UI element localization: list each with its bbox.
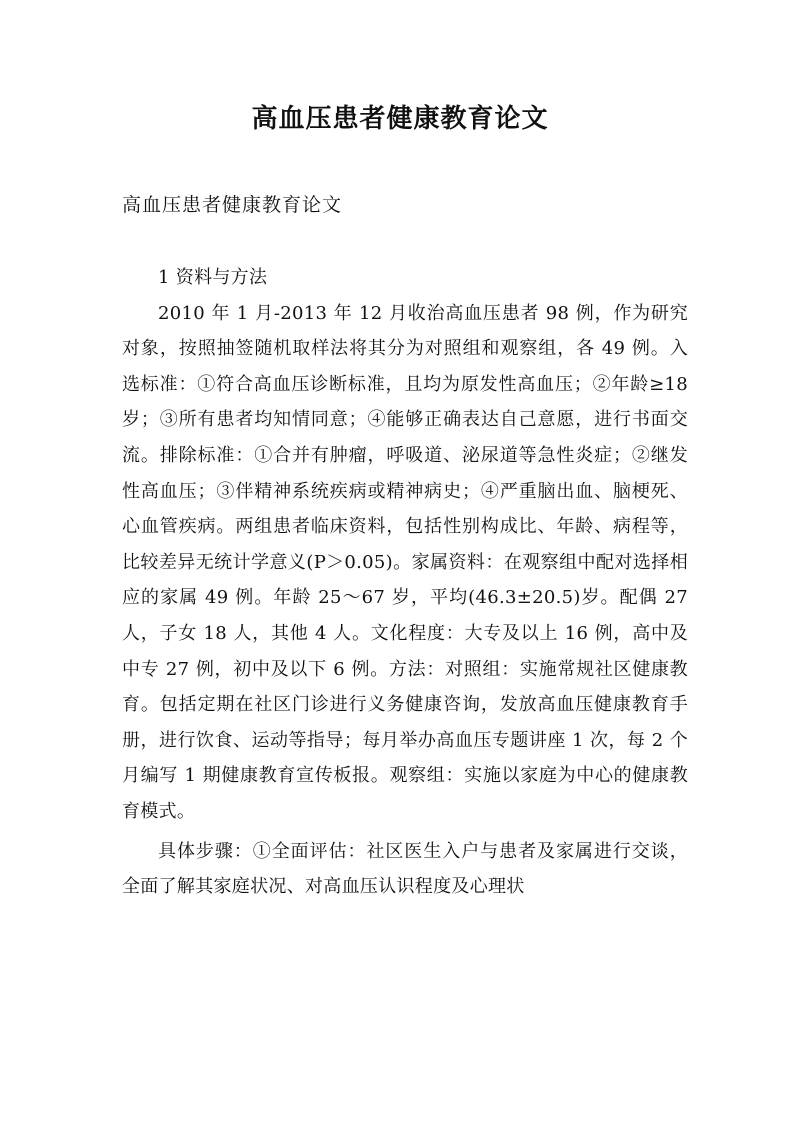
- body-paragraph-2: 具体步骤：①全面评估：社区医生入户与患者及家属进行交谈，全面了解其家庭状况、对高血压认识程度及心理状: [122, 840, 688, 898]
- body-paragraph-1: 2010 年 1 月-2013 年 12 月收治高血压患者 98 例，作为研究对象，按照抽签随机取样法将其分为对照组和观察组，各 49 例。入选标准：①符合高血压诊断标准，且均为原发性高血压；②年龄≥18 岁；③所有患者均知情同意；④能够正确表达自己意愿，进行书面交流。排除标准：①合并有肿瘤，呼吸道、泌尿道等急性炎症；②继发性高血压；③伴精神系统疾病或精神病史；④严重脑出血、脑梗死、心血管疾病。两组患者临床资料，包括性别构成比、年龄、病程等，比较差异无统计学意义(P＞0.05)。家属资料：在观察组中配对选择相应的家属 49 例。年龄 25～67 岁，平均(46.3±20.5)岁。配偶 27 人，子女 18 人，其他 4 人。文化程度：大专及以上 16 例，高中及中专 27 例，初中及以下 6 例。方法：对照组：实施常规社区健康教育。包括定期在社区门诊进行义务健康咨询，发放高血压健康教育手册，进行饮食、运动等指导；每月举办高血压专题讲座 1 次，每 2 个月编写 1 期健康教育宣传板报。观察组：实施以家庭为中心的健康教育模式。: [122, 302, 688, 822]
- document-body: [122, 260, 688, 905]
- document-subtitle: 高血压患者健康教育论文: [122, 194, 343, 216]
- section-heading: 1 资料与方法: [158, 267, 268, 288]
- document-title: 高血压患者健康教育论文: [251, 104, 549, 134]
